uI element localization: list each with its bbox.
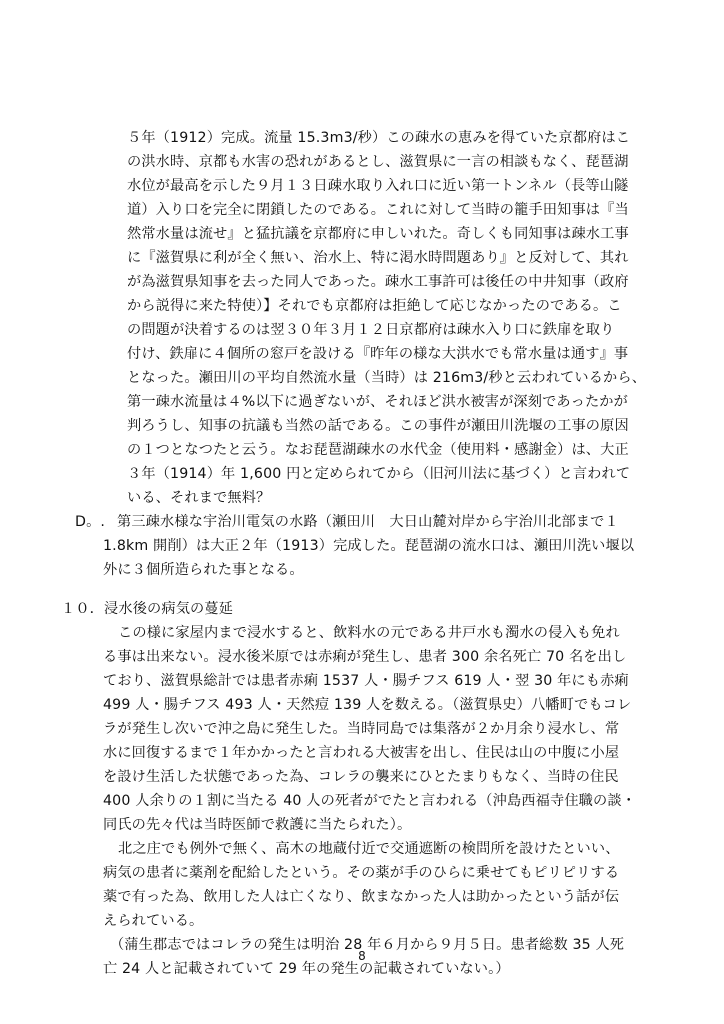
text-line: 水位が最高を示した９月１３日疎水取り入れ口に近い第一トンネル（長等山隧 bbox=[127, 178, 629, 194]
text-line: 病気の患者に薬剤を配給したという。その薬が手のひらに乗せてもピリピリする bbox=[103, 865, 620, 881]
text-line: 499 人・腸チフス 493 人・天然痘 139 人を数える。（滋賀県史）八幡町でもコレ bbox=[103, 697, 632, 713]
text-line: を設け生活した状態であった為、コレラの襲来にひとたまりもなく、当時の住民 bbox=[103, 769, 619, 785]
text-line: 水に回復するまで１年かかったと言われる大被害を出し、住民は山の中腹に小屋 bbox=[103, 745, 620, 761]
text-line: ５年（1912）完成。流量 15.3m3/秒）この疎水の恵みを得ていた京都府はこ bbox=[127, 130, 631, 146]
section-heading: １０．浸水後の病気の蔓延 bbox=[61, 601, 234, 617]
text-line: 判ろうし、知事の抗議も当然の話である。この事件が瀬田川洗堰の工事の原因 bbox=[127, 418, 629, 434]
text-line: 第一疎水流量は４%以下に過ぎないが、それほど洪水被害が深刻であったかが bbox=[127, 394, 628, 410]
text-line: 同氏の先々代は当時医師で救護に当たられた）。 bbox=[103, 817, 412, 833]
text-line: 第三疎水様な宇治川電気の水路（瀬田川 大日山麓対岸から宇治川北部まで１ bbox=[117, 514, 619, 530]
text-line: ラが発生し次いで沖之島に発生した。当時同島では集落が２か月余り浸水し、常 bbox=[103, 721, 620, 737]
text-line: 1.8km 開削）は大正２年（1913）完成した。琵琶湖の流水口は、瀬田川洗い堰以 bbox=[103, 538, 635, 554]
text-line: る事は出来ない。浸水後米原では赤痢が発生し、患者 300 余名死亡 70 名を出し bbox=[103, 649, 627, 665]
text-line: となった。瀬田川の平均自然流水量（当時）は 216m3/秒と云われているから、 bbox=[127, 370, 647, 386]
text-line: （蒲生郡志ではコレラの発生は明治 28 年６月から９月５日。患者総数 35 人死 bbox=[110, 937, 625, 953]
text-line: の問題が決着するのは翌３０年３月１２日京都府は疎水入り口に鉄扉を取り bbox=[127, 322, 615, 338]
text-line: 外に３個所造られた事となる。 bbox=[103, 562, 304, 578]
text-line: の１つとなつたと云う。なお琵琶湖疎水の水代金（使用料・感謝金）は、大正 bbox=[127, 442, 629, 458]
text-line: 400 人余りの１割に当たる 40 人の死者がでたと言われる（沖島西福寺住職の談・ bbox=[103, 793, 637, 809]
text-line: の洪水時、京都も水害の恐れがあるとし、滋賀県に一言の相談もなく、琵琶湖 bbox=[127, 154, 629, 170]
text-line: から説得に来た特使）】それでも京都府は拒絶して応じなかったのである。こ bbox=[127, 298, 622, 314]
text-line: 北之庄でも例外で無く、高木の地蔵付近で交通遮断の検問所を設けたといい、 bbox=[118, 841, 620, 857]
text-line: この様に家屋内まで浸水すると、飲料水の元である井戸水も濁水の侵入も免れ bbox=[118, 625, 620, 641]
text-line: が為滋賀県知事を去った同人であった。疎水工事許可は後任の中井知事（政府 bbox=[127, 274, 629, 290]
text-line: ３年（1914）年 1,600 円と定められてから（旧河川法に基づく）と言われて bbox=[127, 466, 631, 482]
text-line: 付け、鉄扉に４個所の窓戸を設ける『昨年の様な大洪水でも常水量は通す』事 bbox=[127, 346, 629, 362]
page-number: 8 bbox=[358, 949, 366, 963]
text-line: 薬で有った為、飲用した人は亡くなり、飲まなかった人は助かったという話が伝 bbox=[103, 889, 620, 905]
text-line: えられている。 bbox=[103, 913, 204, 929]
item-marker: D。. bbox=[75, 514, 106, 530]
text-line: 然常水量は流せ』と猛抗議を京都府に申しいれた。奇しくも同知事は疎水工事 bbox=[127, 226, 629, 242]
text-line: 亡 24 人と記載されていて 29 年の発生の記載されていない。） bbox=[103, 961, 510, 977]
text-line: 道）入り口を完全に閉鎖したのである。これに対して当時の籠手田知事は『当 bbox=[127, 202, 629, 218]
text-line: ており、滋賀県総計では患者赤痢 1537 人・腸チフス 619 人・翌 30 年にも赤痢 bbox=[103, 673, 629, 689]
text-line: に『滋賀県に利が全く無い、治水上、特に渇水時問題あり』と反対して、其れ bbox=[127, 250, 629, 266]
text-line: いる、それまで無料？ bbox=[127, 490, 271, 506]
